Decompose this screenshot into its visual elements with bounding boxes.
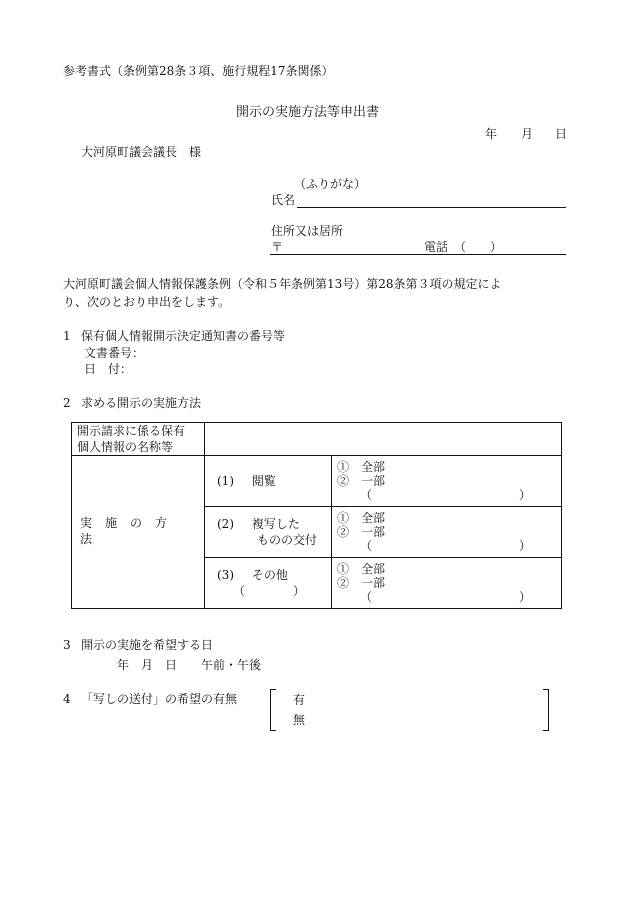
method-3-label-line1: その他 (251, 568, 288, 582)
preferred-date[interactable]: 年 月 日 午前・午後 (117, 658, 262, 672)
date-day: 日 (555, 127, 568, 141)
info-name-field[interactable] (205, 423, 562, 456)
option-yes[interactable]: 有 (293, 693, 306, 707)
method-2-cell (205, 507, 332, 558)
option-part-detail[interactable] (337, 590, 561, 604)
option-all[interactable]: ① 全部 (337, 511, 386, 525)
section-2-number: 2 (63, 396, 71, 410)
method-1-cell (205, 456, 332, 507)
section-2-title: 求める開示の実施方法 (81, 396, 202, 410)
method-1-label: 閲覧 (251, 474, 276, 488)
method-3-cell (205, 558, 332, 609)
notice-date-label: 日 付： (84, 362, 133, 376)
right-bracket (543, 689, 549, 731)
method-2-options (332, 507, 562, 558)
method-2-label-line1: 複写した (251, 517, 300, 531)
date-month: 月 (521, 127, 534, 141)
address-label: 住所又は居所 (271, 224, 344, 238)
paren-open: （ (360, 539, 373, 553)
date-year: 年 (485, 127, 498, 141)
addressee: 大河原町議会議長 様 (81, 145, 202, 159)
method-row-1 (72, 456, 562, 507)
option-part-detail[interactable] (337, 488, 561, 502)
section-3-number: 3 (63, 638, 71, 652)
method-3-options (332, 558, 562, 609)
option-all[interactable]: ① 全部 (337, 460, 386, 474)
body-text-line2: り、次のとおり申出をします。 (63, 295, 231, 309)
document-title: 開示の実施方法等申出書 (236, 105, 380, 120)
form-reference: 参考書式（条例第28条３項、施行規程17条関係） (63, 64, 334, 78)
method-label-cell: 実施の方法 (72, 456, 205, 609)
name-field[interactable] (297, 207, 566, 208)
info-name-label-line1: 開示請求に係る保有 (77, 424, 186, 438)
method-1-number: (1) (217, 474, 234, 488)
paren-close: ） (519, 590, 532, 604)
section-4-number: 4 (63, 692, 71, 706)
option-all[interactable]: ① 全部 (337, 562, 386, 576)
section-1-number: 1 (63, 329, 71, 343)
method-3-number: (3) (217, 568, 234, 582)
method-2-number: (2) (217, 517, 234, 531)
method-1-options (332, 456, 562, 507)
option-part[interactable]: ② 一部 (337, 474, 386, 488)
left-bracket (270, 689, 276, 731)
name-label: 氏名 (271, 193, 296, 207)
method-2-label-line2: ものの交付 (257, 533, 318, 547)
section-3-title: 開示の実施を希望する日 (81, 638, 214, 652)
furigana-label: （ふりがな） (294, 177, 367, 191)
doc-number-label: 文書番号： (84, 346, 145, 360)
info-name-label-cell (72, 423, 205, 456)
paren-open: （ (360, 488, 373, 502)
postal-mark: 〒 (271, 240, 284, 254)
method-3-label-line2[interactable]: （ ） (233, 584, 306, 598)
option-no[interactable]: 無 (293, 713, 306, 727)
option-part[interactable]: ② 一部 (337, 525, 386, 539)
option-part[interactable]: ② 一部 (337, 576, 386, 590)
address-field[interactable] (270, 254, 566, 255)
info-name-label-line2: 個人情報の名称等 (77, 440, 174, 454)
option-part-detail[interactable] (337, 539, 561, 553)
body-text-line1: 大河原町議会個人情報保護条例（令和５年条例第13号）第28条第３項の規定によ (63, 277, 502, 291)
paren-open: （ (360, 590, 373, 604)
phone-paren: （ ） (454, 240, 503, 254)
paren-close: ） (519, 488, 532, 502)
section-1-title: 保有個人情報開示決定通知書の番号等 (81, 329, 286, 343)
phone-label: 電話 (424, 240, 449, 254)
disclosure-method-table (71, 422, 562, 609)
section-4-title: 「写しの送付」の希望の有無 (81, 692, 238, 706)
paren-close: ） (519, 539, 532, 553)
